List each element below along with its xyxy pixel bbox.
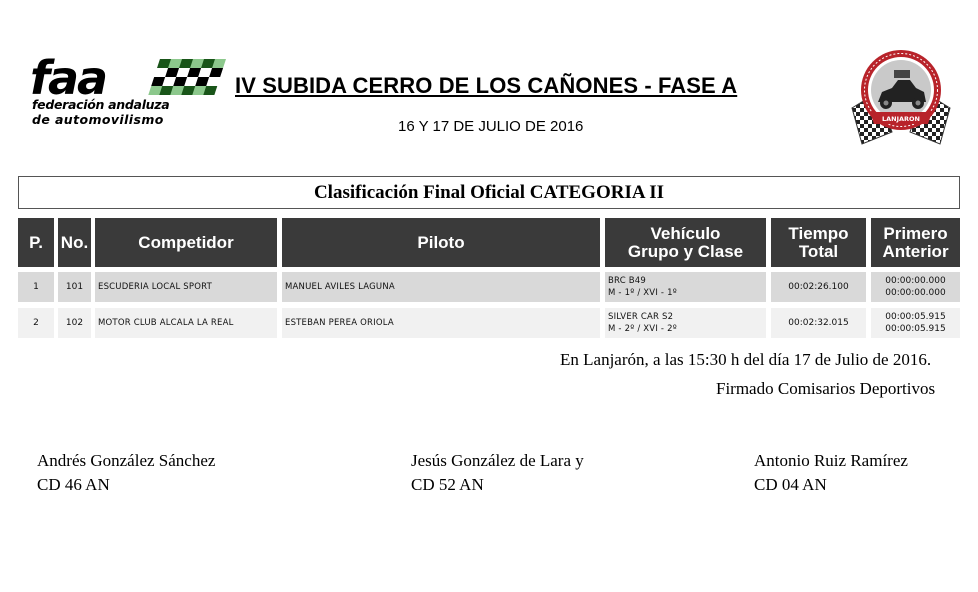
event-date: 16 Y 17 DE JULIO DE 2016	[398, 118, 584, 135]
table-row-1-group-class: M - 1º / XVI - 1º	[608, 288, 677, 298]
col-header-driver: Piloto	[282, 218, 600, 267]
signatory-1	[37, 449, 215, 497]
classification-title: Clasificación Final Oficial CATEGORIA II	[313, 181, 665, 203]
table-row-2-gap-first: 00:00:05.915	[885, 312, 946, 322]
signatory-3-code: CD 04 AN	[754, 475, 827, 494]
col-header-vehicle: Vehículo Grupo y Clase	[605, 218, 766, 267]
col-header-number: No.	[58, 218, 91, 267]
table-row-2-driver: ESTEBAN PEREA ORIOLA	[282, 308, 600, 338]
emblem-banner-text: LANJARON	[881, 115, 921, 123]
signed-by-line: Firmado Comisarios Deportivos	[716, 379, 936, 398]
table-row-1-position: 1	[18, 272, 54, 302]
signatory-3	[754, 449, 908, 497]
col-header-competitor: Competidor	[95, 218, 277, 267]
table-row-2-gap-previous: 00:00:05.915	[885, 324, 946, 334]
signatory-2-code: CD 52 AN	[411, 475, 484, 494]
table-row-1-vehicle	[605, 272, 766, 302]
signatory-1-name: Andrés González Sánchez	[37, 451, 216, 470]
signatory-3-name: Antonio Ruiz Ramírez	[754, 451, 908, 470]
table-row-1-number: 101	[58, 272, 91, 302]
col-header-time: Tiempo Total	[771, 218, 866, 267]
table-row-2-competitor: MOTOR CLUB ALCALA LA REAL	[95, 308, 277, 338]
signatory-1-code: CD 46 AN	[37, 475, 110, 494]
table-row-1-time: 00:02:26.100	[771, 272, 866, 302]
signatory-2	[411, 449, 584, 497]
table-row-1-driver: MANUEL AVILES LAGUNA	[282, 272, 600, 302]
col-header-position: P.	[18, 218, 54, 267]
classification-title-box	[18, 176, 960, 209]
table-row-1-competitor: ESCUDERIA LOCAL SPORT	[95, 272, 277, 302]
table-row-2-vehicle-model: SILVER CAR S2	[608, 312, 674, 322]
table-row-2-time: 00:02:32.015	[771, 308, 866, 338]
table-row-1-gap-first: 00:00:00.000	[885, 276, 946, 286]
table-row-2-gaps	[871, 308, 960, 338]
table-row-2-group-class: M - 2º / XVI - 2º	[608, 324, 677, 334]
table-row-2-number: 102	[58, 308, 91, 338]
faa-logo-line2: de automovilismo	[32, 112, 164, 127]
table-row-2-vehicle	[605, 308, 766, 338]
table-row-2-position: 2	[18, 308, 54, 338]
table-row-1-gap-previous: 00:00:00.000	[885, 288, 946, 298]
table-row-1-gaps	[871, 272, 960, 302]
faa-logo-letters: faa	[30, 51, 107, 105]
faa-logo	[30, 51, 205, 135]
signatory-2-name: Jesús González de Lara y	[411, 451, 584, 470]
event-emblem-logo	[848, 40, 954, 158]
col-header-first-previous: Primero Anterior	[871, 218, 960, 267]
table-row-1-vehicle-model: BRC B49	[608, 276, 646, 286]
faa-logo-line1: federación andaluza	[32, 97, 170, 112]
event-title: IV SUBIDA CERRO DE LOS CAÑONES - FASE A	[235, 73, 738, 98]
checkered-flag-icon	[148, 59, 226, 97]
place-date-line: En Lanjarón, a las 15:30 h del día 17 de Julio de 2016.	[560, 350, 932, 369]
